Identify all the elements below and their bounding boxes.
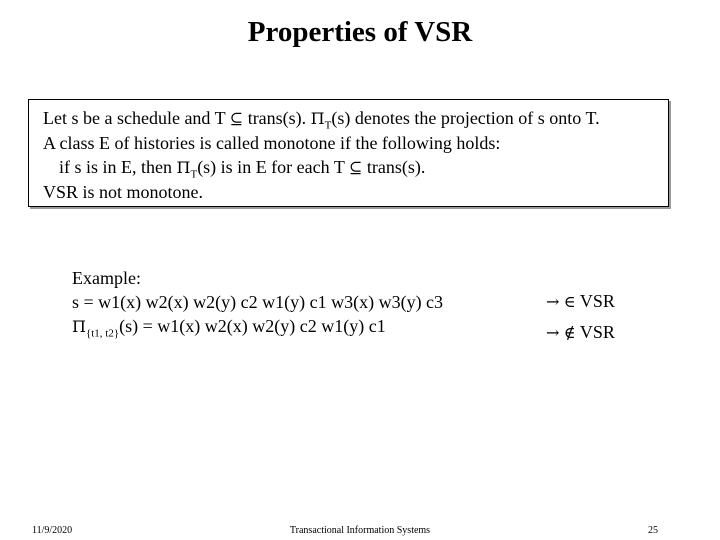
definition-line-1 [43,106,668,131]
result-in-vsr [546,286,696,317]
slide-title: Properties of VSR [247,16,473,48]
definition-box [28,99,669,207]
pi-symbol: Π [72,317,86,336]
result-not-in-vsr [546,317,696,348]
subset-symbol: ⊆ [229,109,244,128]
example-schedule: s = w1(x) w2(x) w2(y) c2 w1(y) c1 w3(x) w3(y) c3 [72,292,444,312]
subset-symbol: ⊆ [348,158,363,177]
element-of-symbol: ∈ [563,292,576,311]
definition-line-2: A class E of histories is called monotone if the following holds: [43,133,501,153]
arrow-right-icon: → [546,323,560,342]
text: (s) is in E for each T [197,157,349,177]
text: (s) = w1(x) w2(x) w2(y) c2 w1(y) c1 [119,316,386,336]
example-block [72,266,522,339]
results-block [546,286,696,348]
subscript: T [190,168,198,181]
text: trans(s). [362,157,426,177]
example-projection [72,314,522,339]
result-label: VSR [575,291,615,311]
definition-line-3 [43,155,668,180]
text: if s is in E, then [59,157,177,177]
footer-date: 11/9/2020 [32,525,73,536]
subscript: {t1, t2} [85,327,120,340]
footer-title: Transactional Information Systems [289,525,431,536]
text: trans(s). [243,108,311,128]
arrow-right-icon: → [546,292,560,311]
footer-page-number: 25 [648,525,658,536]
pi-symbol: Π [176,158,191,177]
subscript: T [324,119,332,132]
example-heading: Example: [72,268,141,288]
result-label: VSR [575,322,615,342]
text: (s) denotes the projection of s onto T. [331,108,600,128]
text: Let s be a schedule and T [43,108,230,128]
not-element-of-symbol: ∉ [563,323,576,342]
definition-line-4: VSR is not monotone. [43,182,204,202]
pi-symbol: Π [310,109,325,128]
